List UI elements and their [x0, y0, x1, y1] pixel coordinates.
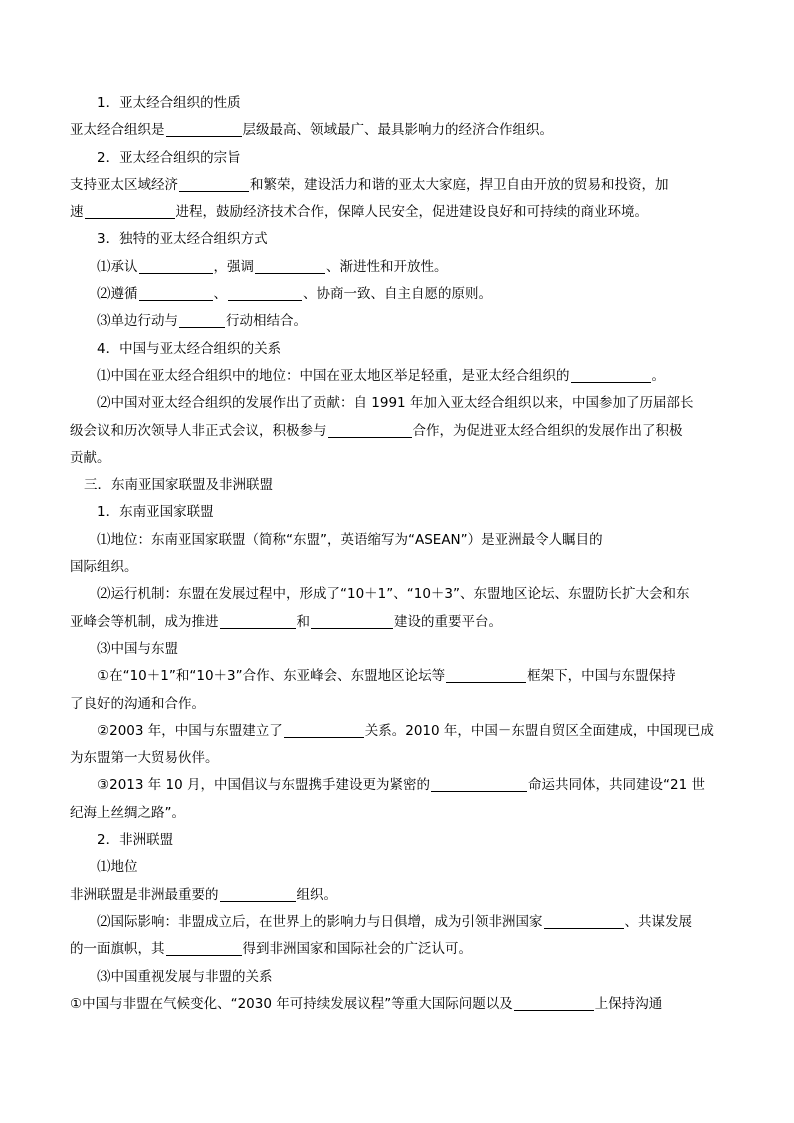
text-line: ⑴地位：东南亚国家联盟（简称“东盟”，英语缩写为“ASEAN”）是亚洲最令人瞩目的	[97, 531, 603, 548]
fill-blank[interactable]	[220, 887, 296, 902]
fill-blank[interactable]	[166, 122, 242, 137]
fill-blank[interactable]	[179, 313, 225, 328]
text-line: 国际组织。	[70, 559, 138, 576]
fill-blank[interactable]	[284, 723, 364, 738]
text-line: ⑶单边行动与 行动相结合。	[97, 313, 307, 330]
text-line: 了良好的沟通和合作。	[70, 695, 205, 712]
text-line: ⑵运行机制：东盟在发展过程中，形成了“10＋1”、“10＋3”、东盟地区论坛、东盟防长扩大会和东	[97, 586, 690, 603]
fill-blank[interactable]	[446, 668, 526, 683]
text-line: 速 进程，鼓励经济技术合作，保障人民安全，促进建设良好和可持续的商业环境。	[70, 204, 648, 221]
text-line: 纪海上丝绸之路”。	[70, 804, 185, 821]
text-line: ②2003 年，中国与东盟建立了 关系。2010 年，中国－东盟自贸区全面建成，中国现已成	[97, 722, 714, 739]
fill-blank[interactable]	[328, 423, 412, 438]
text-line: ①在“10＋1”和“10＋3”合作、东亚峰会、东盟地区论坛等 框架下，中国与东盟保持	[97, 668, 676, 685]
document-page	[70, 90, 726, 1018]
heading-apec-purpose: 2．亚太经合组织的宗旨	[97, 149, 241, 166]
heading-china-apec: 4．中国与亚太经合组织的关系	[97, 340, 282, 357]
text-line: ③2013 年 10 月，中国倡议与东盟携手建设更为紧密的 命运共同体，共同建设“21 世	[97, 777, 705, 794]
text-line: ⑵遵循 、 、协商一致、自主自愿的原则。	[97, 286, 492, 303]
text-line: 支持亚太区域经济 和繁荣，建设活力和谐的亚太大家庭，捍卫自由开放的贸易和投资，加	[70, 176, 669, 193]
text-line: 贡献。	[70, 449, 111, 466]
heading-african-union: 2．非洲联盟	[97, 832, 174, 849]
heading-asean: 1．东南亚国家联盟	[97, 504, 214, 521]
fill-blank[interactable]	[431, 777, 527, 792]
text-line: ⑵中国对亚太经合组织的发展作出了贡献：自 1991 年加入亚太经合组织以来，中国参加了历届部长	[97, 395, 694, 412]
fill-blank[interactable]	[166, 941, 242, 956]
fill-blank[interactable]	[85, 204, 175, 219]
subheading-china-asean: ⑶中国与东盟	[97, 640, 178, 657]
text-line: 亚太经合组织是 层级最高、领域最广、最具影响力的经济合作组织。	[70, 122, 553, 139]
subheading-china-au: ⑶中国重视发展与非盟的关系	[97, 968, 273, 985]
fill-blank[interactable]	[571, 368, 651, 383]
text-line: 级会议和历次领导人非正式会议，积极参与 合作，为促进亚太经合组织的发展作出了积极	[70, 422, 683, 439]
fill-blank[interactable]	[255, 259, 325, 274]
text-line: 非洲联盟是非洲最重要的 组织。	[70, 886, 337, 903]
subheading-au-status: ⑴地位	[97, 859, 138, 876]
text-line: 的一面旗帜，其 得到非洲国家和国际社会的广泛认可。	[70, 941, 472, 958]
fill-blank[interactable]	[228, 286, 302, 301]
fill-blank[interactable]	[544, 914, 624, 929]
text-line: ⑴承认 ，强调 、渐进性和开放性。	[97, 258, 448, 275]
fill-blank[interactable]	[139, 259, 213, 274]
text-line: 亚峰会等机制，成为推进 和 建设的重要平台。	[70, 613, 502, 630]
fill-blank[interactable]	[311, 614, 393, 629]
text-line: ⑴中国在亚太经合组织中的地位：中国在亚太地区举足轻重，是亚太经合组织的 。	[97, 367, 665, 384]
section-heading-asean-au: 三．东南亚国家联盟及非洲联盟	[84, 477, 273, 494]
text-line: ①中国与非盟在气候变化、“2030 年可持续发展议程”等重大国际问题以及 上保持沟通	[70, 995, 663, 1012]
text-line: ⑵国际影响：非盟成立后，在世界上的影响力与日俱增，成为引领非洲国家 、共谋发展	[97, 913, 692, 930]
heading-apec-nature: 1．亚太经合组织的性质	[97, 95, 241, 111]
text-line: 为东盟第一大贸易伙伴。	[70, 750, 219, 767]
heading-apec-way: 3．独特的亚太经合组织方式	[97, 231, 268, 248]
fill-blank[interactable]	[139, 286, 213, 301]
fill-blank[interactable]	[220, 614, 296, 629]
fill-blank[interactable]	[179, 177, 249, 192]
fill-blank[interactable]	[514, 996, 594, 1011]
